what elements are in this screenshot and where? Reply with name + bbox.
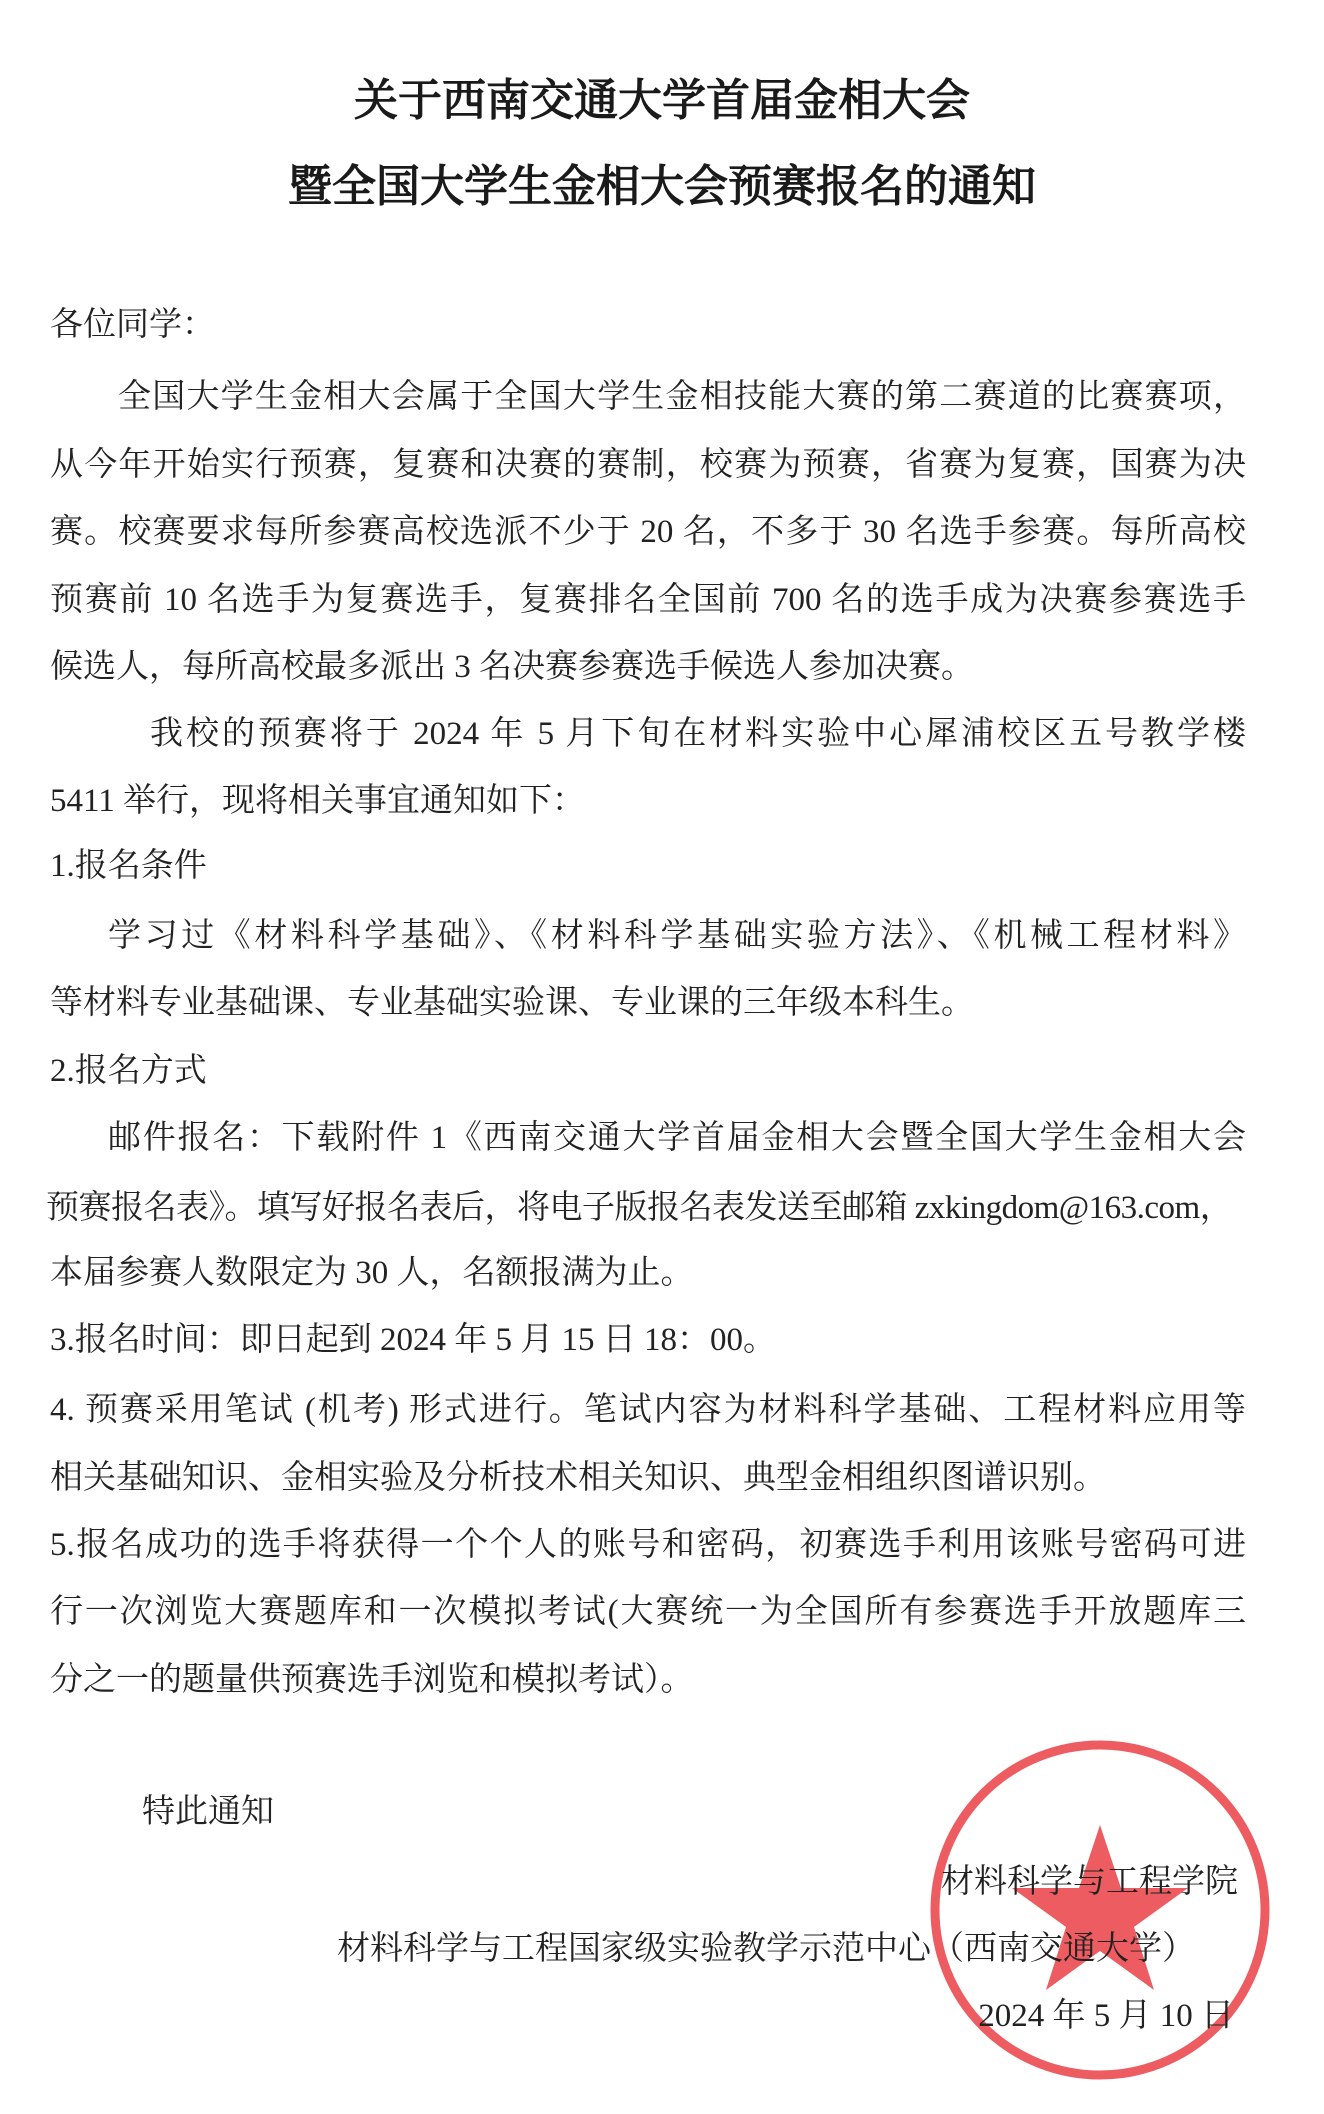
closing: 特此通知 [142,1794,274,1830]
body-line: 等材料专业基础课、专业基础实验课、专业课的三年级本科生。 [50,985,974,1021]
body-line: 分之一的题量供预赛选手浏览和模拟考试）。 [50,1662,694,1698]
body-line: 5.报名成功的选手将获得一个个人的账号和密码，初赛选手利用该账号密码可进 [50,1527,1246,1563]
signature-org-2: 材料科学与工程国家级实验教学示范中心（西南交通大学） [337,1931,1195,1967]
body-line: 行一次浏览大赛题库和一次模拟考试(大赛统一为全国所有参赛选手开放题库三 [50,1594,1246,1630]
title-line-1: 关于西南交通大学首届金相大会 [354,75,970,126]
body-line: 预赛报名表》。填写好报名表后，将电子版报名表发送至邮箱 zxkingdom@163.com， [46,1190,1233,1226]
body-line: 学习过《材料科学基础》、《材料科学基础实验方法》、《机械工程材料》 [108,918,1246,954]
signature-date: 2024 年 5 月 10 日 [978,1998,1234,2034]
body-line: 4. 预赛采用笔试 (机考) 形式进行。笔试内容为材料科学基础、工程材料应用等 [50,1392,1246,1428]
body-line: 2.报名方式 [50,1053,207,1089]
body-line: 预赛前 10 名选手为复赛选手，复赛排名全国前 700 名的选手成为决赛参赛选手 [50,582,1246,618]
body-line: 从今年开始实行预赛，复赛和决赛的赛制，校赛为预赛，省赛为复赛，国赛为决 [50,447,1246,483]
body-line: 3.报名时间：即日起到 2024 年 5 月 15 日 18：00。 [50,1322,776,1358]
body-line: 候选人，每所高校最多派出 3 名决赛参赛选手候选人参加决赛。 [50,649,974,685]
body-line: 1.报名条件 [50,848,207,884]
body-line: 本届参赛人数限定为 30 人，名额报满为止。 [50,1255,694,1291]
body-line: 相关基础知识、金相实验及分析技术相关知识、典型金相组织图谱识别。 [50,1460,1106,1496]
greeting: 各位同学： [50,307,215,343]
title-line-2: 暨全国大学生金相大会预赛报名的通知 [288,161,1036,212]
body-line: 邮件报名：下载附件 1《西南交通大学首届金相大会暨全国大学生金相大会 [108,1120,1246,1156]
body-line: 全国大学生金相大会属于全国大学生金相技能大赛的第二赛道的比赛赛项， [118,379,1246,415]
body-line: 5411 举行，现将相关事宜通知如下： [50,783,586,819]
official-seal [920,1730,1280,2090]
body-line: 我校的预赛将于 2024 年 5 月下旬在材料实验中心犀浦校区五号教学楼 [150,716,1246,752]
body-line: 赛。校赛要求每所参赛高校选派不少于 20 名，不多于 30 名选手参赛。每所高校 [50,514,1246,550]
signature-org-1: 材料科学与工程学院 [941,1864,1238,1900]
